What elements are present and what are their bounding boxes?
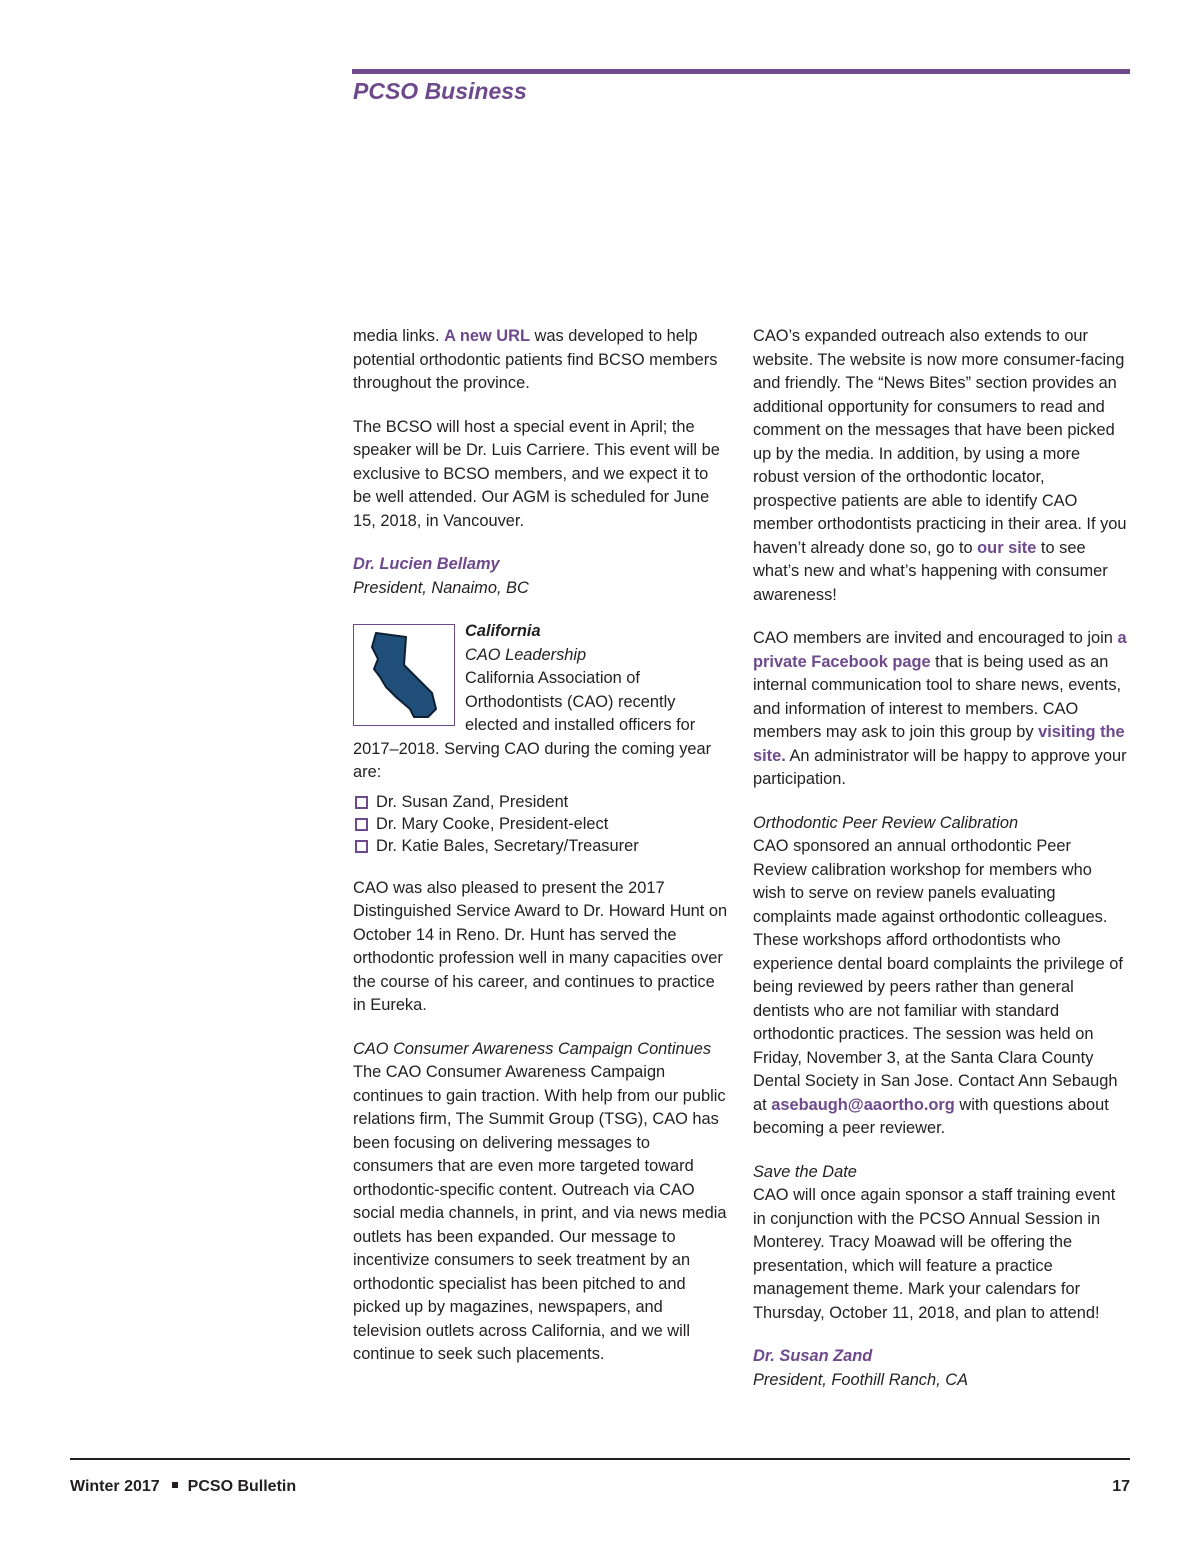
- our-site-link[interactable]: our site: [977, 538, 1037, 557]
- paragraph: CAO members are invited and encouraged to join a private Facebook page that is being used as an internal communication tool to share news, events, and information of interest to members. CAO members may ask to join this group by visiting the site. An administrator will be happy to approve your participation.: [753, 629, 1127, 788]
- facebook-page-link[interactable]: a private Facebook page: [753, 629, 1127, 671]
- section-title: PCSO Business: [353, 78, 527, 104]
- california-section: [353, 620, 729, 785]
- state-heading: California: [465, 622, 541, 640]
- section-header-rule: [352, 69, 1130, 74]
- page-number: 17: [1112, 1478, 1130, 1495]
- signature-title: President, Nanaimo, BC: [353, 578, 529, 597]
- paragraph: CAO was also pleased to present the 2017 Distinguished Service Award to Dr. Howard Hunt on October 14 in Reno. Dr. Hunt has served the orthodontic profession well in many capacities over the course of his career, and continues to practice in Eureka.: [353, 878, 728, 1014]
- state-subheading: CAO Leadership: [465, 645, 587, 664]
- signature-bcso: [353, 553, 729, 600]
- officer-list: [353, 791, 729, 857]
- right-column: [753, 325, 1129, 1412]
- signature-title: President, Foothill Ranch, CA: [753, 1370, 968, 1389]
- signature-name: Dr. Susan Zand: [753, 1347, 873, 1365]
- signature-cao: [753, 1345, 1129, 1392]
- footer-season: Winter 2017: [70, 1478, 160, 1495]
- new-url-link[interactable]: A new URL: [444, 327, 530, 345]
- california-state-map-icon: [353, 624, 455, 726]
- square-bullet-icon: [355, 818, 368, 831]
- signature-name: Dr. Lucien Bellamy: [353, 555, 500, 573]
- left-column: [353, 325, 729, 1387]
- subheading: CAO Consumer Awareness Campaign Continues: [353, 1039, 712, 1058]
- list-item: Dr. Susan Zand, President: [353, 791, 729, 813]
- paragraph: media links. A new URL was developed to help potential orthodontic patients find BCSO members throughout the province.: [353, 327, 718, 392]
- subheading: Save the Date: [753, 1162, 857, 1181]
- subheading: Orthodontic Peer Review Calibration: [753, 813, 1019, 832]
- campaign-body: The CAO Consumer Awareness Campaign continues to gain traction. With help from our public relations firm, The Summit Group (TSG), CAO has been focusing on delivering messages to consumers that are even more targeted toward orthodontic-specific content. Outreach via CAO social media channels, in print, and via news media outlets has been expanded. Our message to incentivize consumers to seek treatment by an orthodontic specialist has been pitched to and picked up by magazines, newspapers, and television outlets across California, and we will continue to seek such placements.: [353, 1063, 727, 1363]
- campaign-section: [353, 1038, 729, 1367]
- list-item: Dr. Mary Cooke, President-elect: [353, 813, 729, 835]
- paragraph: CAO’s expanded outreach also extends to our website. The website is now more consumer-facing and friendly. The “News Bites” section provides an additional opportunity for consumers to read and comment on the messages that have been picked up by the media. In addition, by using a more robust version of the orthodontic locator, prospective patients are able to identify CAO member orthodontists practicing in their area. If you haven’t already done so, go to our site to see what’s new and what’s happening with consumer awareness!: [753, 327, 1127, 604]
- peer-review-section: Orthodontic Peer Review Calibration CAO sponsored an annual orthodontic Peer Review calibration workshop for members who wish to serve on review panels evaluating complaints made against orthodontic colleagues. These workshops afford orthodontists who experience dental board complaints the privilege of being reviewed by peers rather than general dentists who are not familiar with standard orthodontic practices. The session was held on Friday, November 3, at the Santa Clara County Dental Society in San Jose. Contact Ann Sebaugh at asebaugh@aaortho.org with questions about becoming a peer reviewer.: [753, 812, 1129, 1141]
- square-bullet-icon: [355, 796, 368, 809]
- save-the-date-section: Save the Date CAO will once again sponsor a staff training event in conjunction with the PCSO Annual Session in Monterey. Tracy Moawad will be offering the presentation, which will feature a practice management theme. Mark your calendars for Thursday, October 11, 2018, and plan to attend!: [753, 1161, 1129, 1326]
- square-bullet-icon: [355, 840, 368, 853]
- list-item: Dr. Katie Bales, Secretary/Treasurer: [353, 835, 729, 857]
- footer-publication-name: PCSO Bulletin: [187, 1478, 297, 1495]
- footer-publication: [70, 1478, 296, 1496]
- footer-rule: [70, 1458, 1130, 1460]
- visiting-site-link[interactable]: visiting the site.: [753, 723, 1125, 765]
- email-link[interactable]: asebaugh@aaortho.org: [771, 1095, 955, 1114]
- state-intro: California Association of Orthodontists (CAO) recently elected and installed officers for 2017–2018. Serving CAO during the coming year are:: [353, 669, 712, 781]
- square-separator-icon: [172, 1482, 178, 1488]
- paragraph: The BCSO will host a special event in April; the speaker will be Dr. Luis Carriere. This event will be exclusive to BCSO members, and we expect it to be well attended. Our AGM is scheduled for June 15, 2018, in Vancouver.: [353, 417, 720, 530]
